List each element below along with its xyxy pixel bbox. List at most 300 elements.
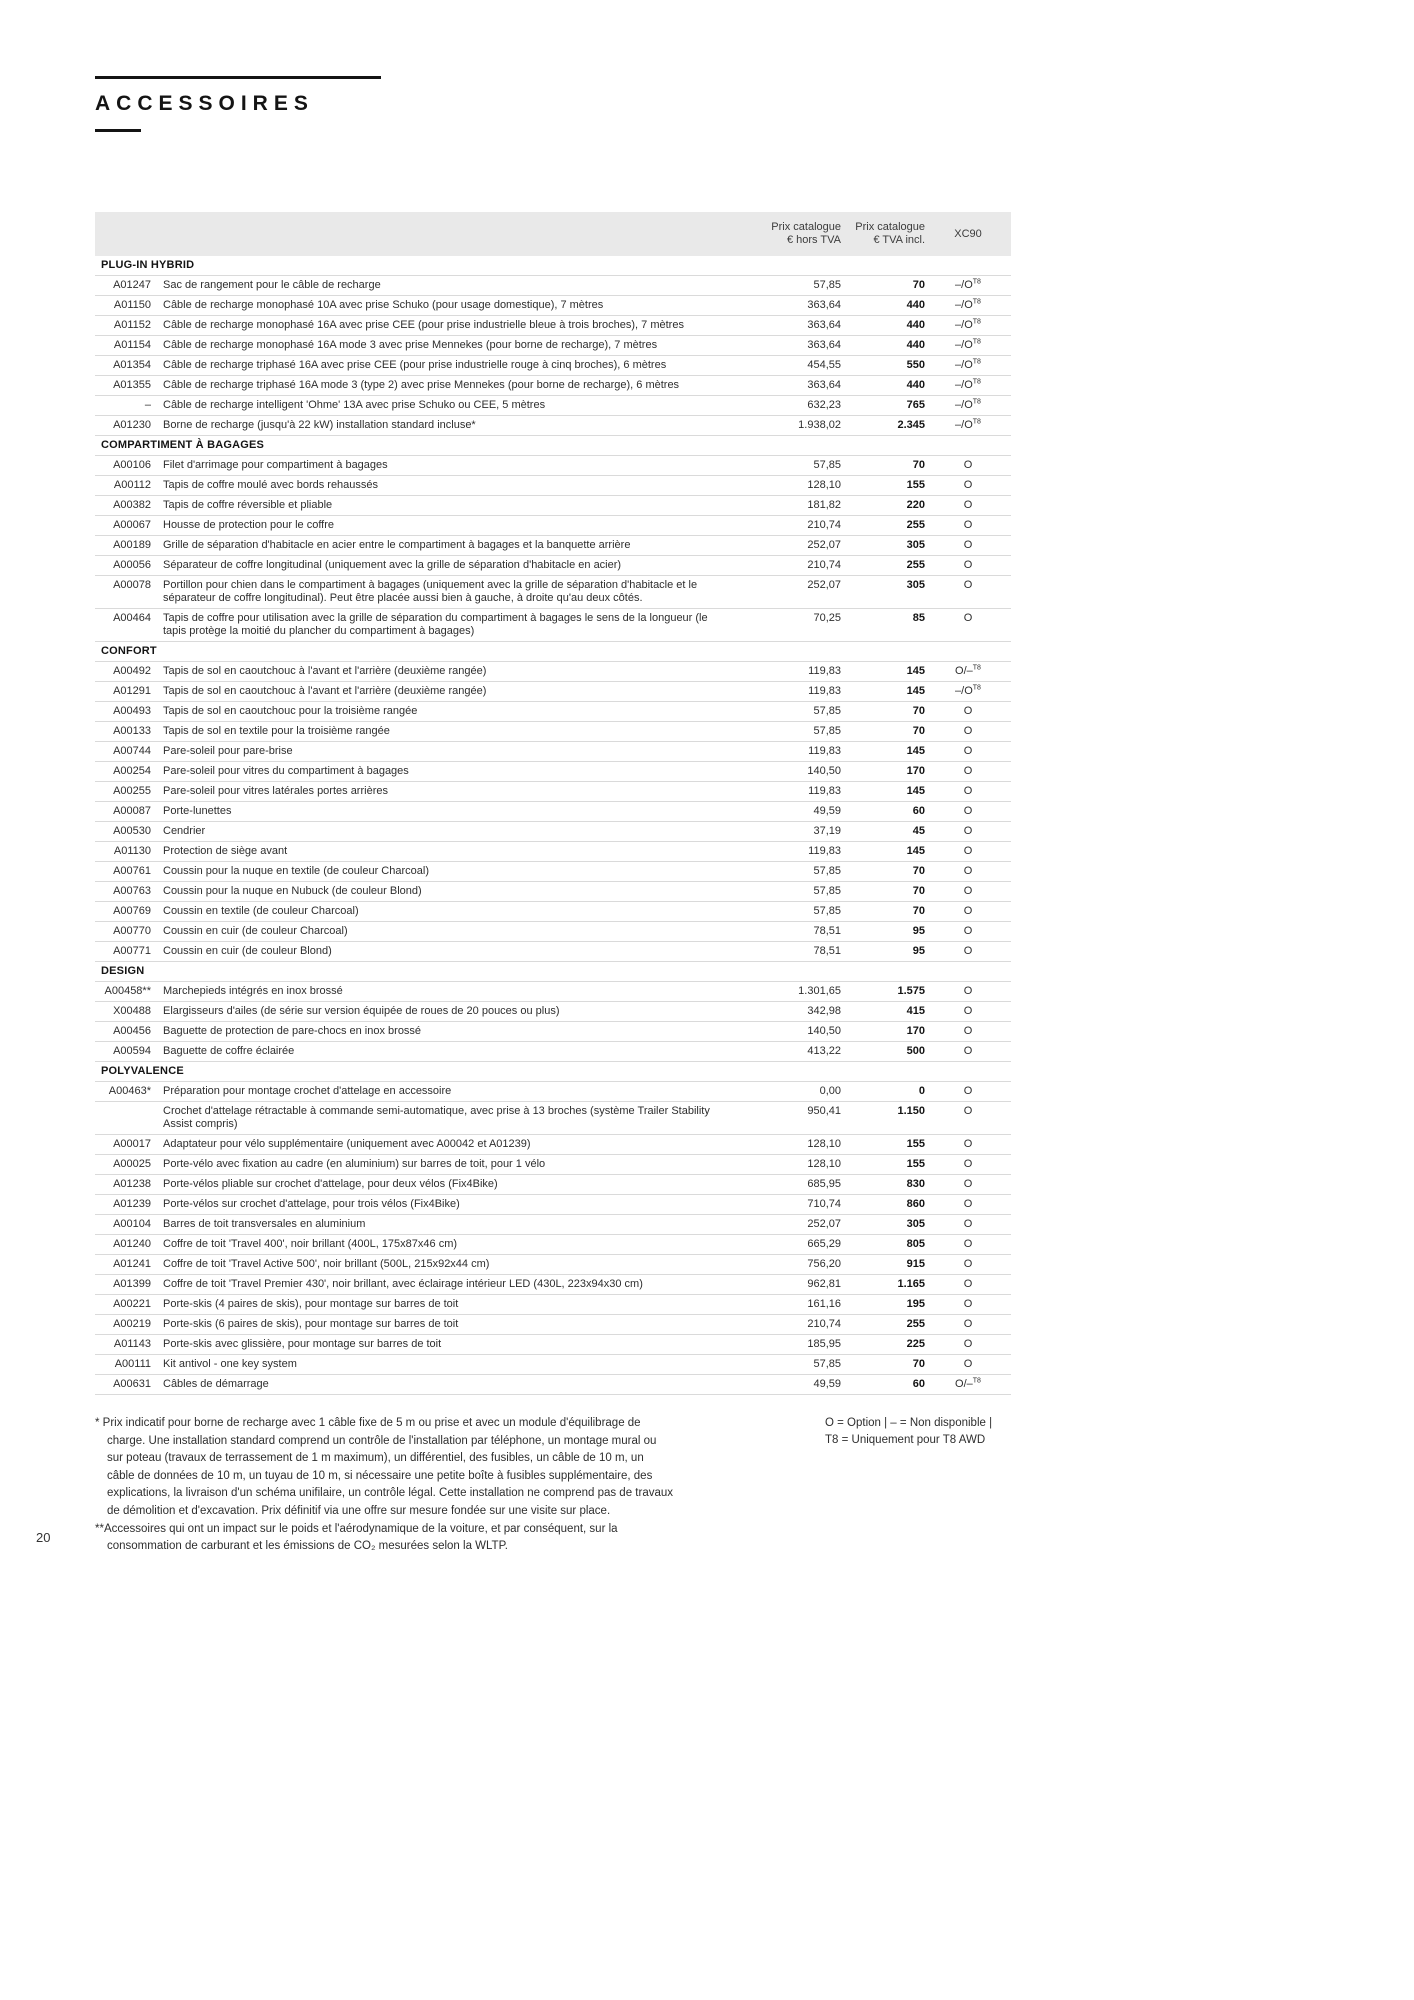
price-excl-vat: 57,85 [737,862,841,882]
availability: O [925,802,1011,822]
table-row [95,922,1011,942]
price-incl-vat: 305 [841,576,925,609]
item-description: Câble de recharge triphasé 16A mode 3 (type 2) avec prise Mennekes (pour borne de recharge), 6 mètres [163,376,737,396]
article-code: A00456 [95,1022,163,1042]
table-row [95,1215,1011,1235]
price-incl-vat: 500 [841,1042,925,1062]
price-excl-vat: 950,41 [737,1102,841,1135]
price-incl-vat: 70 [841,862,925,882]
table-content [95,212,1011,1556]
footnote-2-text: Accessoires qui ont un impact sur le poids et l'aérodynamique de la voiture, et par conséquent, sur la consommation de carburant et les émissions de CO₂ mesurées selon la WLTP. [103,1522,618,1553]
availability: O [925,1042,1011,1062]
availability: O [925,1255,1011,1275]
footnote-ref-t8: T8 [972,684,981,692]
table-row [95,296,1011,316]
price-excl-vat: 161,16 [737,1295,841,1315]
table-row [95,276,1011,296]
footnotes [95,1415,673,1556]
item-description: Câble de recharge monophasé 16A avec prise CEE (pour prise industrielle bleue à trois broches), 7 mètres [163,316,737,336]
price-excl-vat: 57,85 [737,1355,841,1375]
price-incl-vat: 440 [841,296,925,316]
header-description-column [163,212,737,256]
price-excl-vat: 710,74 [737,1195,841,1215]
item-description: Filet d'arrimage pour compartiment à bagages [163,456,737,476]
header-price-incl-line1: Prix catalogue [855,221,925,233]
item-description: Séparateur de coffre longitudinal (uniquement avec la grille de séparation d'habitacle en acier) [163,556,737,576]
header-price-excl-line2: € hors TVA [786,234,841,246]
article-code: A00087 [95,802,163,822]
price-excl-vat: 252,07 [737,576,841,609]
article-code: A00458** [95,982,163,1002]
footnote-ref-t8: T8 [972,1377,981,1385]
price-incl-vat: 155 [841,1135,925,1155]
item-description: Pare-soleil pour vitres latérales portes arrières [163,782,737,802]
item-description: Tapis de sol en caoutchouc pour la troisième rangée [163,702,737,722]
price-excl-vat: 49,59 [737,1375,841,1395]
article-code: A00255 [95,782,163,802]
article-code: A00594 [95,1042,163,1062]
article-code: A00771 [95,942,163,962]
table-row [95,1315,1011,1335]
price-excl-vat: 363,64 [737,316,841,336]
article-code: A00017 [95,1135,163,1155]
table-row [95,456,1011,476]
availability: O [925,822,1011,842]
availability: O [925,1002,1011,1022]
price-incl-vat: 225 [841,1335,925,1355]
price-incl-vat: 145 [841,742,925,762]
price-incl-vat: 45 [841,822,925,842]
price-incl-vat: 1.150 [841,1102,925,1135]
item-description: Tapis de sol en caoutchouc à l'avant et l'arrière (deuxième rangée) [163,662,737,682]
price-incl-vat: 915 [841,1255,925,1275]
table-row [95,316,1011,336]
article-code: A00382 [95,496,163,516]
price-excl-vat: 119,83 [737,782,841,802]
item-description: Baguette de protection de pare-chocs en inox brossé [163,1022,737,1042]
table-row [95,1355,1011,1375]
table-row [95,396,1011,416]
item-description: Borne de recharge (jusqu'à 22 kW) installation standard incluse* [163,416,737,436]
availability: $-/O^{T8}$ [925,296,1011,316]
price-incl-vat: 170 [841,762,925,782]
price-excl-vat: 413,22 [737,1042,841,1062]
article-code: A00492 [95,662,163,682]
header-price-excl-line1: Prix catalogue [771,221,841,233]
price-excl-vat: 119,83 [737,682,841,702]
article-code: A00530 [95,822,163,842]
article-code: A01239 [95,1195,163,1215]
price-incl-vat: 305 [841,1215,925,1235]
item-description: Préparation pour montage crochet d'attelage en accessoire [163,1082,737,1102]
article-code: A00744 [95,742,163,762]
article-code: A00761 [95,862,163,882]
table-body [95,256,1011,1395]
availability: O [925,702,1011,722]
footnote-1 [95,1415,673,1521]
item-description: Tapis de coffre réversible et pliable [163,496,737,516]
article-code: A01130 [95,842,163,862]
item-description: Housse de protection pour le coffre [163,516,737,536]
article-code: A01230 [95,416,163,436]
availability: O [925,862,1011,882]
availability: O [925,1275,1011,1295]
price-incl-vat: 765 [841,396,925,416]
price-excl-vat: 57,85 [737,456,841,476]
table-row [95,702,1011,722]
legend-line-1: O = Option | – = Non disponible | [825,1417,993,1429]
price-excl-vat: 632,23 [737,396,841,416]
price-excl-vat: 454,55 [737,356,841,376]
title-underline [95,129,141,132]
table-row [95,1155,1011,1175]
price-incl-vat: 60 [841,802,925,822]
price-incl-vat: 60 [841,1375,925,1395]
section-header-row [95,436,1011,456]
item-description: Sac de rangement pour le câble de recharge [163,276,737,296]
price-incl-vat: 195 [841,1295,925,1315]
availability: O [925,1022,1011,1042]
price-incl-vat: 85 [841,609,925,642]
article-code: A01150 [95,296,163,316]
availability: O [925,1175,1011,1195]
availability: O [925,922,1011,942]
price-excl-vat: 363,64 [737,296,841,316]
footnote-2-marker: ** [95,1522,104,1535]
section-title: CONFORT [95,642,1011,662]
item-description: Câble de recharge monophasé 16A mode 3 avec prise Mennekes (pour borne de recharge), 7 mètres [163,336,737,356]
table-row [95,1102,1011,1135]
availability: $-/O^{T8}$ [925,316,1011,336]
availability: O [925,942,1011,962]
table-row [95,556,1011,576]
article-code: A01355 [95,376,163,396]
header-model-xc90: XC90 [925,212,1011,256]
price-excl-vat: 685,95 [737,1175,841,1195]
item-description: Porte-vélo avec fixation au cadre (en aluminium) sur barres de toit, pour 1 vélo [163,1155,737,1175]
item-description: Coussin en textile (de couleur Charcoal) [163,902,737,922]
section-title: POLYVALENCE [95,1062,1011,1082]
table-row [95,902,1011,922]
footnote-ref-t8: T8 [972,338,981,346]
price-incl-vat: 145 [841,662,925,682]
table-row [95,722,1011,742]
availability: O [925,902,1011,922]
item-description: Tapis de coffre moulé avec bords rehaussés [163,476,737,496]
article-code: A00219 [95,1315,163,1335]
price-incl-vat: 145 [841,842,925,862]
item-description: Barres de toit transversales en aluminium [163,1215,737,1235]
availability-legend [825,1415,1021,1449]
article-code: A00463* [95,1082,163,1102]
header-price-incl-line2: € TVA incl. [873,234,925,246]
price-excl-vat: 49,59 [737,802,841,822]
article-code: X00488 [95,1002,163,1022]
article-code: A00112 [95,476,163,496]
article-code: A01143 [95,1335,163,1355]
item-description: Marchepieds intégrés en inox brossé [163,982,737,1002]
table-row [95,1235,1011,1255]
article-code: A01238 [95,1175,163,1195]
price-excl-vat: 185,95 [737,1335,841,1355]
availability: $-/O^{T8}$ [925,376,1011,396]
availability: O/–$^{T8}$ [925,1375,1011,1395]
price-excl-vat: 181,82 [737,496,841,516]
price-excl-vat: 57,85 [737,276,841,296]
price-excl-vat: 363,64 [737,376,841,396]
table-row [95,1002,1011,1022]
item-description: Câble de recharge triphasé 16A avec prise CEE (pour prise industrielle rouge à cinq broches), 6 mètres [163,356,737,376]
table-row [95,1195,1011,1215]
availability: O [925,1135,1011,1155]
table-row [95,982,1011,1002]
footnote-ref-t8: T8 [972,318,981,326]
title-rule [95,76,381,79]
legend-line-2: T8 = Uniquement pour T8 AWD [825,1434,986,1446]
item-description: Tapis de sol en caoutchouc à l'avant et l'arrière (deuxième rangée) [163,682,737,702]
table-row [95,1275,1011,1295]
footnote-ref-t8: T8 [972,358,981,366]
table-row [95,336,1011,356]
price-incl-vat: 70 [841,456,925,476]
availability: O [925,1335,1011,1355]
table-row [95,862,1011,882]
price-excl-vat: 57,85 [737,902,841,922]
price-incl-vat: 440 [841,376,925,396]
table-row [95,742,1011,762]
article-code: A01154 [95,336,163,356]
availability: O [925,1215,1011,1235]
item-description: Coussin pour la nuque en Nubuck (de couleur Blond) [163,882,737,902]
price-excl-vat: 37,19 [737,822,841,842]
item-description: Crochet d'attelage rétractable à commande semi-automatique, avec prise à 13 broches (système Trailer Stability Assist compris) [163,1102,737,1135]
item-description: Kit antivol - one key system [163,1355,737,1375]
item-description: Coussin en cuir (de couleur Charcoal) [163,922,737,942]
price-incl-vat: 305 [841,536,925,556]
article-code: A00763 [95,882,163,902]
availability: O [925,1155,1011,1175]
availability: O [925,842,1011,862]
article-code: A00631 [95,1375,163,1395]
accessories-price-table [95,212,1011,1395]
article-code: A00189 [95,536,163,556]
price-incl-vat: 550 [841,356,925,376]
price-incl-vat: 440 [841,336,925,356]
price-incl-vat: 255 [841,516,925,536]
price-incl-vat: 95 [841,922,925,942]
item-description: Baguette de coffre éclairée [163,1042,737,1062]
footnote-ref-t8: T8 [972,398,981,406]
table-row [95,536,1011,556]
article-code: A01354 [95,356,163,376]
header-price-incl-vat [841,212,925,256]
table-row [95,942,1011,962]
item-description: Pare-soleil pour vitres du compartiment à bagages [163,762,737,782]
price-incl-vat: 1.575 [841,982,925,1002]
section-header-row [95,642,1011,662]
price-excl-vat: 210,74 [737,556,841,576]
price-incl-vat: 145 [841,682,925,702]
availability: O [925,882,1011,902]
item-description: Câble de recharge intelligent 'Ohme' 13A avec prise Schuko ou CEE, 5 mètres [163,396,737,416]
table-row [95,802,1011,822]
price-incl-vat: 220 [841,496,925,516]
article-code: A01291 [95,682,163,702]
price-incl-vat: 70 [841,702,925,722]
availability: O [925,556,1011,576]
section-header-row [95,1062,1011,1082]
article-code: A01247 [95,276,163,296]
article-code: A00025 [95,1155,163,1175]
footnote-ref-t8: T8 [972,298,981,306]
price-excl-vat: 119,83 [737,662,841,682]
footnote-ref-t8: T8 [972,664,981,672]
footnote-ref-t8: T8 [972,418,981,426]
price-excl-vat: 140,50 [737,762,841,782]
availability: $-/O^{T8}$ [925,336,1011,356]
footnote-1-marker: * [95,1417,103,1429]
page-title: ACCESSOIRES [95,92,314,115]
article-code: A00111 [95,1355,163,1375]
table-row [95,576,1011,609]
price-excl-vat: 342,98 [737,1002,841,1022]
table-row [95,376,1011,396]
table-row [95,416,1011,436]
section-title: PLUG-IN HYBRID [95,256,1011,276]
price-excl-vat: 1.938,02 [737,416,841,436]
price-incl-vat: 155 [841,476,925,496]
price-excl-vat: 119,83 [737,842,841,862]
item-description: Porte-vélos pliable sur crochet d'attelage, pour deux vélos (Fix4Bike) [163,1175,737,1195]
availability: O [925,536,1011,556]
page-number: 20 [36,1530,51,1545]
availability: O [925,1195,1011,1215]
price-excl-vat: 57,85 [737,702,841,722]
section-header-row [95,256,1011,276]
item-description: Coussin pour la nuque en textile (de couleur Charcoal) [163,862,737,882]
availability: O [925,609,1011,642]
article-code: A01241 [95,1255,163,1275]
table-row [95,1175,1011,1195]
price-incl-vat: 145 [841,782,925,802]
price-incl-vat: 155 [841,1155,925,1175]
price-excl-vat: 128,10 [737,1135,841,1155]
price-incl-vat: 860 [841,1195,925,1215]
availability: $-/O^{T8}$ [925,416,1011,436]
table-row [95,782,1011,802]
table-row [95,1135,1011,1155]
availability: O [925,1082,1011,1102]
price-incl-vat: 70 [841,722,925,742]
price-incl-vat: 830 [841,1175,925,1195]
table-header [95,212,1011,256]
availability: O [925,576,1011,609]
price-excl-vat: 140,50 [737,1022,841,1042]
item-description: Coffre de toit 'Travel 400', noir brillant (400L, 175x87x46 cm) [163,1235,737,1255]
price-excl-vat: 70,25 [737,609,841,642]
item-description: Tapis de coffre pour utilisation avec la grille de séparation du compartiment à bagages le sens de la longueur (le tapis protège la moitié du plancher du compartiment à bagages) [163,609,737,642]
article-code: A00104 [95,1215,163,1235]
availability: O [925,1102,1011,1135]
section-title: COMPARTIMENT À BAGAGES [95,436,1011,456]
availability: O [925,762,1011,782]
item-description: Pare-soleil pour pare-brise [163,742,737,762]
price-excl-vat: 128,10 [737,476,841,496]
article-code: A00067 [95,516,163,536]
article-code: A00493 [95,702,163,722]
availability: O [925,1295,1011,1315]
article-code: A00056 [95,556,163,576]
header-code-column [95,212,163,256]
price-incl-vat: 70 [841,276,925,296]
footer-area [95,1415,1011,1556]
article-code: A00769 [95,902,163,922]
price-incl-vat: 70 [841,882,925,902]
item-description: Câble de recharge monophasé 10A avec prise Schuko (pour usage domestique), 7 mètres [163,296,737,316]
price-excl-vat: 363,64 [737,336,841,356]
price-incl-vat: 805 [841,1235,925,1255]
price-excl-vat: 252,07 [737,1215,841,1235]
article-code: A00770 [95,922,163,942]
price-excl-vat: 665,29 [737,1235,841,1255]
article-code: A00464 [95,609,163,642]
price-excl-vat: 756,20 [737,1255,841,1275]
article-code: A01399 [95,1275,163,1295]
table-row [95,882,1011,902]
table-row [95,496,1011,516]
table-header-row [95,212,1011,256]
price-excl-vat: 119,83 [737,742,841,762]
availability: O [925,982,1011,1002]
header-price-excl-vat [737,212,841,256]
table-row [95,842,1011,862]
item-description: Portillon pour chien dans le compartiment à bagages (uniquement avec la grille de séparation d'habitacle et le séparateur de coffre longitudinal). Peut être placée aussi bien à gauche, à droite qu'au deux côtés. [163,576,737,609]
article-code: A00254 [95,762,163,782]
table-row [95,762,1011,782]
availability: O [925,1235,1011,1255]
availability: O [925,782,1011,802]
item-description: Protection de siège avant [163,842,737,862]
item-description: Coussin en cuir (de couleur Blond) [163,942,737,962]
footnote-ref-t8: T8 [972,278,981,286]
price-excl-vat: 0,00 [737,1082,841,1102]
table-row [95,356,1011,376]
item-description: Elargisseurs d'ailes (de série sur version équipée de roues de 20 pouces ou plus) [163,1002,737,1022]
section-title: DESIGN [95,962,1011,982]
table-row [95,1022,1011,1042]
article-code: A00133 [95,722,163,742]
availability: O [925,476,1011,496]
item-description: Coffre de toit 'Travel Active 500', noir brillant (500L, 215x92x44 cm) [163,1255,737,1275]
table-row [95,476,1011,496]
table-row [95,1255,1011,1275]
item-description: Adaptateur pour vélo supplémentaire (uniquement avec A00042 et A01239) [163,1135,737,1155]
availability: O/–$^{T8}$ [925,662,1011,682]
availability: O [925,1355,1011,1375]
price-incl-vat: 0 [841,1082,925,1102]
table-row [95,682,1011,702]
price-incl-vat: 1.165 [841,1275,925,1295]
article-code: A01152 [95,316,163,336]
table-row [95,1375,1011,1395]
price-incl-vat: 95 [841,942,925,962]
item-description: Porte-skis avec glissière, pour montage sur barres de toit [163,1335,737,1355]
availability: O [925,456,1011,476]
availability: O [925,516,1011,536]
price-incl-vat: 255 [841,1315,925,1335]
article-code: A00221 [95,1295,163,1315]
table-row [95,1295,1011,1315]
